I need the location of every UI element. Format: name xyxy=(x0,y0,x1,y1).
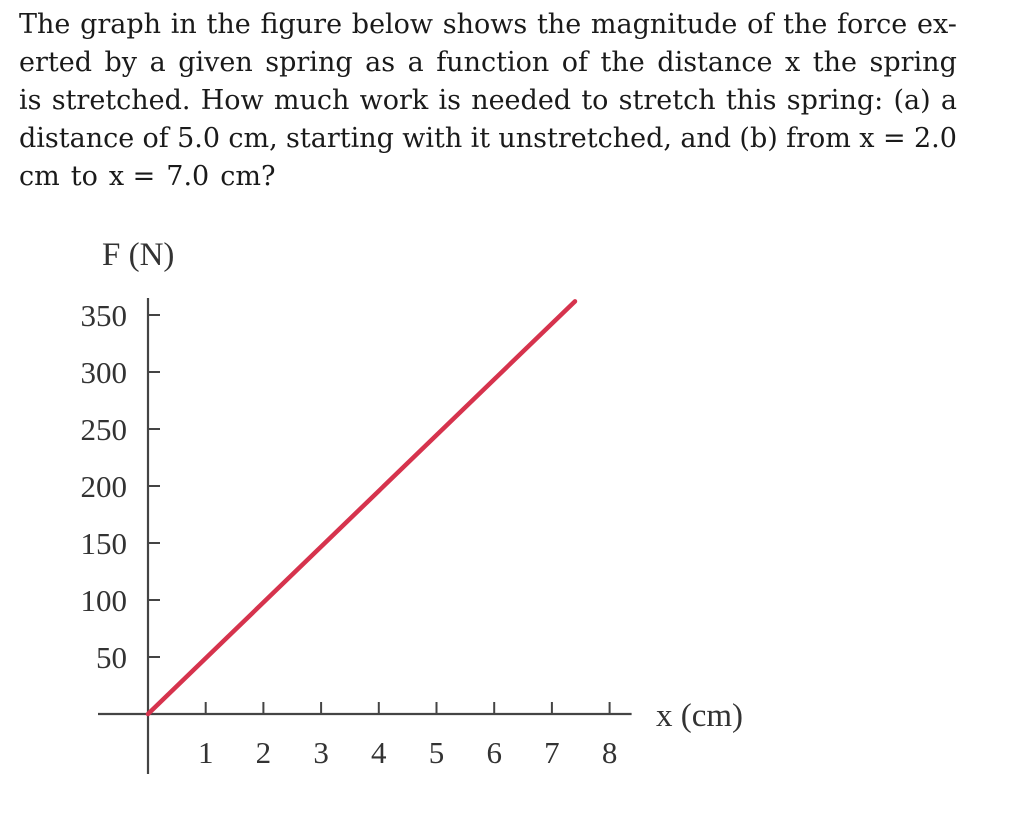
problem-word: starting xyxy=(286,123,394,154)
problem-word: 5.0 xyxy=(177,123,221,154)
series-line-0 xyxy=(148,301,575,714)
x-axis-label: x (cm) xyxy=(656,698,744,734)
chart-series xyxy=(148,301,575,714)
problem-word: distance xyxy=(19,123,135,154)
chart-ticks xyxy=(148,315,610,714)
problem-word: distance xyxy=(657,47,773,78)
problem-word: shows xyxy=(442,9,528,40)
problem-word: unstretched, xyxy=(498,123,672,154)
problem-word: x xyxy=(785,47,801,78)
problem-word: erted xyxy=(19,47,92,78)
problem-word: spring xyxy=(265,47,353,78)
x-tick-label: 3 xyxy=(313,735,329,770)
problem-word: of xyxy=(747,9,774,40)
y-tick-label: 150 xyxy=(80,526,127,561)
problem-word: 7.0 xyxy=(166,161,210,192)
problem-word: x = xyxy=(108,161,156,192)
y-tick-label: 50 xyxy=(96,640,127,675)
x-tick-label: 7 xyxy=(544,735,560,770)
problem-word: and xyxy=(680,123,732,154)
y-tick-label: 200 xyxy=(80,469,127,504)
problem-word: by xyxy=(104,47,138,78)
problem-word: 2.0 xyxy=(913,123,957,154)
problem-word: the xyxy=(783,9,828,40)
problem-word: in xyxy=(170,9,197,40)
x-tick-label: 1 xyxy=(197,735,214,770)
problem-word: magnitude xyxy=(590,9,738,40)
problem-word: from xyxy=(786,123,851,154)
problem-word: the xyxy=(812,47,857,78)
problem-word: spring xyxy=(869,47,957,78)
y-tick-label: 250 xyxy=(80,412,127,447)
problem-word: x = xyxy=(859,123,906,154)
problem-word: needed xyxy=(471,85,572,116)
problem-word: (b) xyxy=(739,123,778,154)
problem-word: a xyxy=(149,47,166,78)
chart-labels xyxy=(81,237,744,770)
problem-word: with xyxy=(402,123,463,154)
problem-word: cm, xyxy=(228,123,278,154)
x-tick-label: 8 xyxy=(601,735,618,770)
problem-word: work xyxy=(359,85,429,116)
problem-word: of xyxy=(561,47,589,78)
problem-word: to xyxy=(70,161,98,192)
problem-word: spring: xyxy=(786,85,884,116)
x-tick-label: 2 xyxy=(255,735,272,770)
problem-word: stretched. xyxy=(51,85,191,116)
problem-word: is xyxy=(19,85,42,116)
problem-word: graph xyxy=(80,9,162,40)
problem-word: much xyxy=(273,85,350,116)
problem-word: the xyxy=(206,9,251,40)
problem-word: function xyxy=(436,47,550,78)
problem-word: stretch xyxy=(618,85,716,116)
problem-word: figure xyxy=(260,9,343,40)
problem-word: is xyxy=(438,85,461,116)
problem-word: this xyxy=(725,85,777,116)
problem-word: cm xyxy=(19,161,60,192)
x-tick-label: 4 xyxy=(371,735,387,770)
problem-word: the xyxy=(600,47,645,78)
problem-word: a xyxy=(940,85,957,116)
problem-word: ex- xyxy=(917,9,957,40)
problem-word: of xyxy=(142,123,169,154)
problem-word: it xyxy=(470,123,491,154)
x-tick-label: 6 xyxy=(486,735,502,770)
y-tick-label: 300 xyxy=(80,355,127,390)
x-tick-label: 5 xyxy=(428,735,445,770)
y-tick-label: 100 xyxy=(80,583,127,618)
problem-word: cm? xyxy=(220,161,276,192)
problem-word: (a) xyxy=(893,85,931,116)
problem-word: as xyxy=(365,47,396,78)
problem-word: given xyxy=(178,47,253,78)
problem-word: force xyxy=(837,9,908,40)
y-tick-label: 350 xyxy=(80,298,127,333)
y-axis-label: F (N) xyxy=(102,237,175,273)
problem-word: How xyxy=(200,85,264,116)
problem-word: the xyxy=(536,9,582,40)
problem-word: to xyxy=(581,85,609,116)
problem-word: a xyxy=(407,47,424,78)
problem-word: The xyxy=(19,9,71,40)
problem-word: below xyxy=(351,9,434,40)
